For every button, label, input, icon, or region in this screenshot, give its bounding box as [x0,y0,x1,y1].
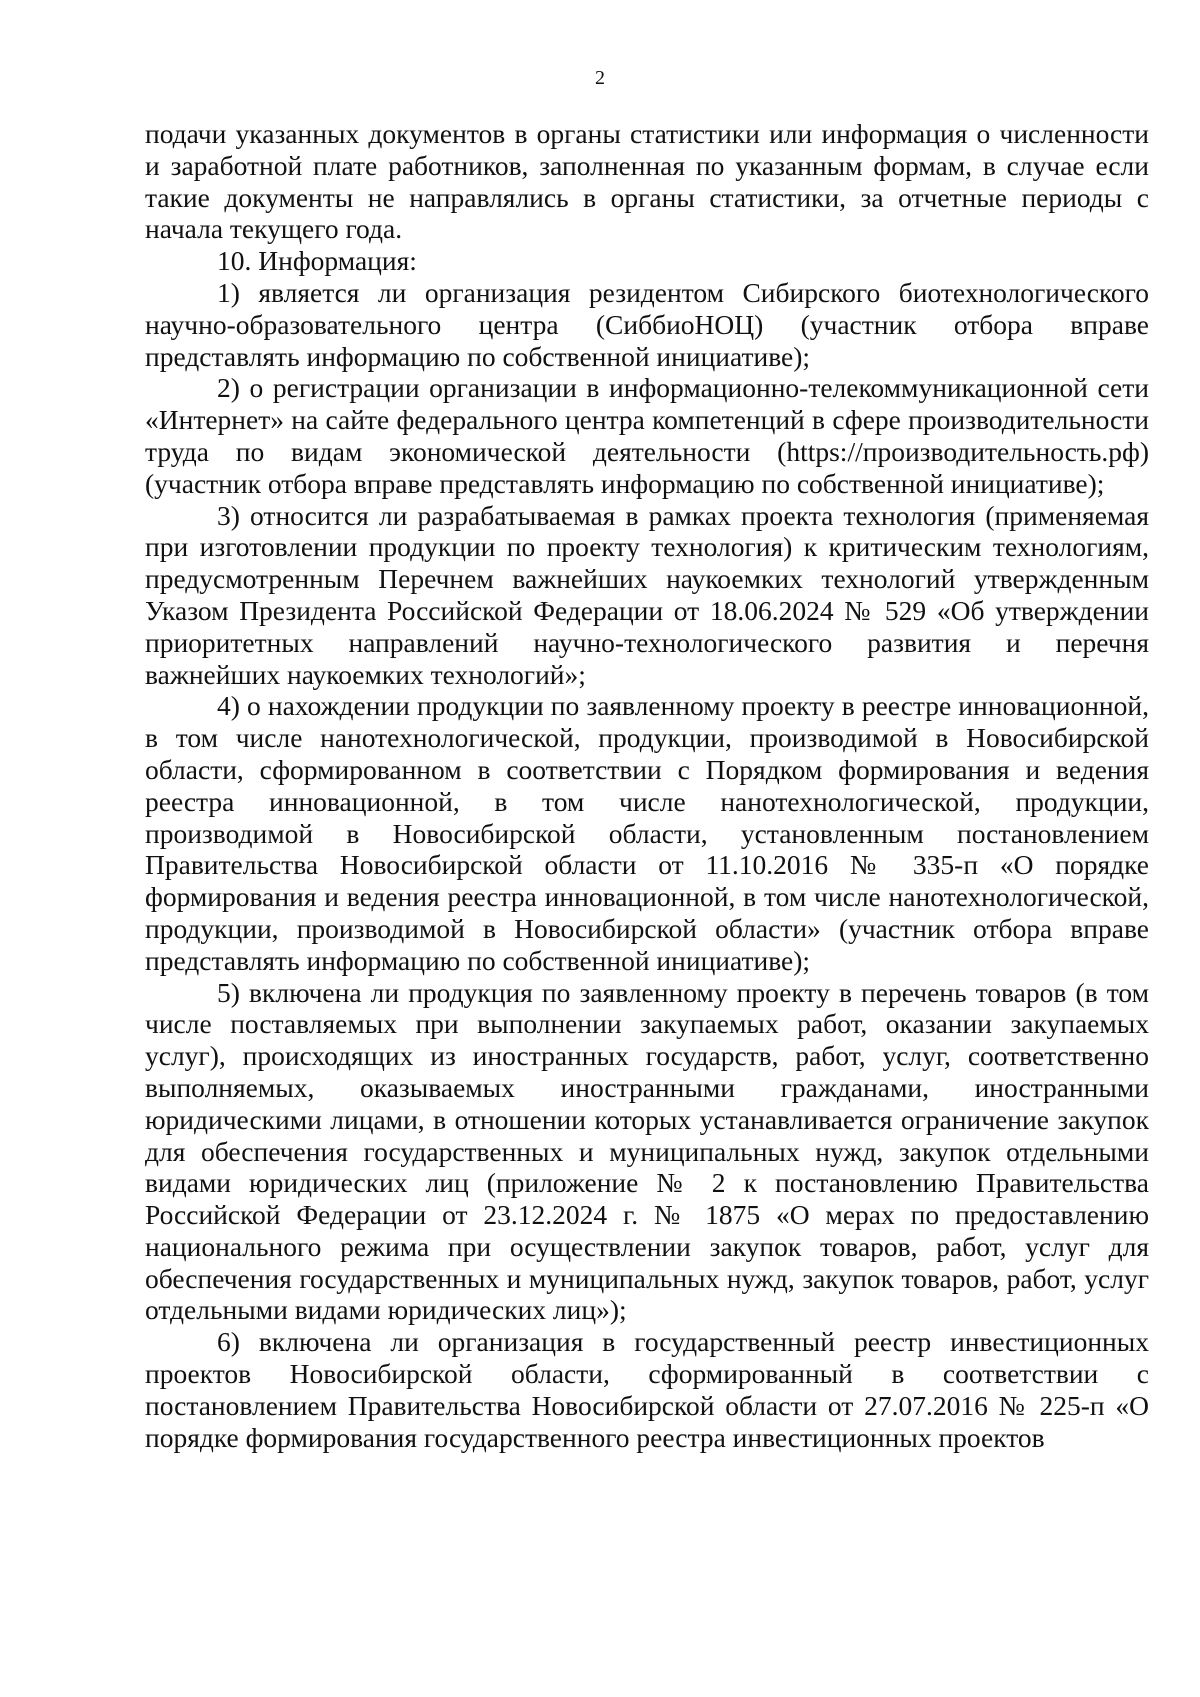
list-item-5: 5) включена ли продукция по заявленному проекту в перечень товаров (в том числе поставляемых при выполнении закупаемых работ, оказании закупаемых услуг), происходящих из иностранных государств, работ, услуг, соответственно выполняемых, оказываемых иностранными гражданами, иностранными юридическими лицами, в отношении которых устанавливается ограничение закупок для обеспечения государственных и муниципальных нужд, закупок отдельными видами юридических лиц (приложение № 2 к постановлению Правительства Российской Федерации от 23.12.2024 г. № 1875 «О мерах по предоставлению национального режима при осуществлении закупок товаров, работ, услуг для обеспечения государственных и муниципальных нужд, закупок товаров, работ, услуг отдельными видами юридических лиц»); [145,976,1149,1326]
section-heading-10: 10. Информация: [217,245,417,277]
list-item-3: 3) относится ли разрабатываемая в рамках проекта технология (применяемая при изготовлении продукции по проекту технология) к критическим технологиям, предусмотренным Перечнем важнейших наукоемких технологий утвержденным Указом Президента Российской Федерации от 18.06.2024 № 529 «Об утверждении приоритетных направлений научно-технологического развития и перечня важнейших наукоемких технологий»; [145,499,1149,690]
paragraph-continuation: подачи указанных документов в органы статистики или информация о численности и заработной плате работников, заполненная по указанным формам, в случае если такие документы не направлялись в органы статистики, за отчетные периоды с начала текущего года. [145,118,1149,245]
list-item-4: 4) о нахождении продукции по заявленному проекту в реестре инновационной, в том числе нанотехнологической, продукции, производимой в Новосибирской области, сформированном в соответствии с Порядком формирования и ведения реестра инновационной, в том числе нанотехнологической, продукции, производимой в Новосибирской области, установленным постановлением Правительства Новосибирской области от 11.10.2016 № 335-п «О порядке формирования и ведения реестра инновационной, в том числе нанотехнологической, продукции, производимой в Новосибирской области» (участник отбора вправе представлять информацию по собственной инициативе); [145,690,1149,976]
list-item-6: 6) включена ли организация в государственный реестр инвестиционных проектов Новосибирской области, сформированный в соответствии с постановлением Правительства Новосибирской области от 27.07.2016 № 225-п «О порядке формирования государственного реестра инвестиционных проектов [145,1326,1149,1453]
document-body [145,118,1149,1453]
list-item-2: 2) о регистрации организации в информационно-телекоммуникационной сети «Интернет» на сайте федерального центра компетенций в сфере производительности труда по видам экономической деятельности (https://производительность.рф) (участник отбора вправе представлять информацию по собственной инициативе); [145,372,1149,499]
list-item-1: 1) является ли организация резидентом Сибирского биотехнологического научно-образовательного центра (СиббиоНОЦ) (участник отбора вправе представлять информацию по собственной инициативе); [145,276,1149,372]
page-number: 2 [595,67,605,89]
